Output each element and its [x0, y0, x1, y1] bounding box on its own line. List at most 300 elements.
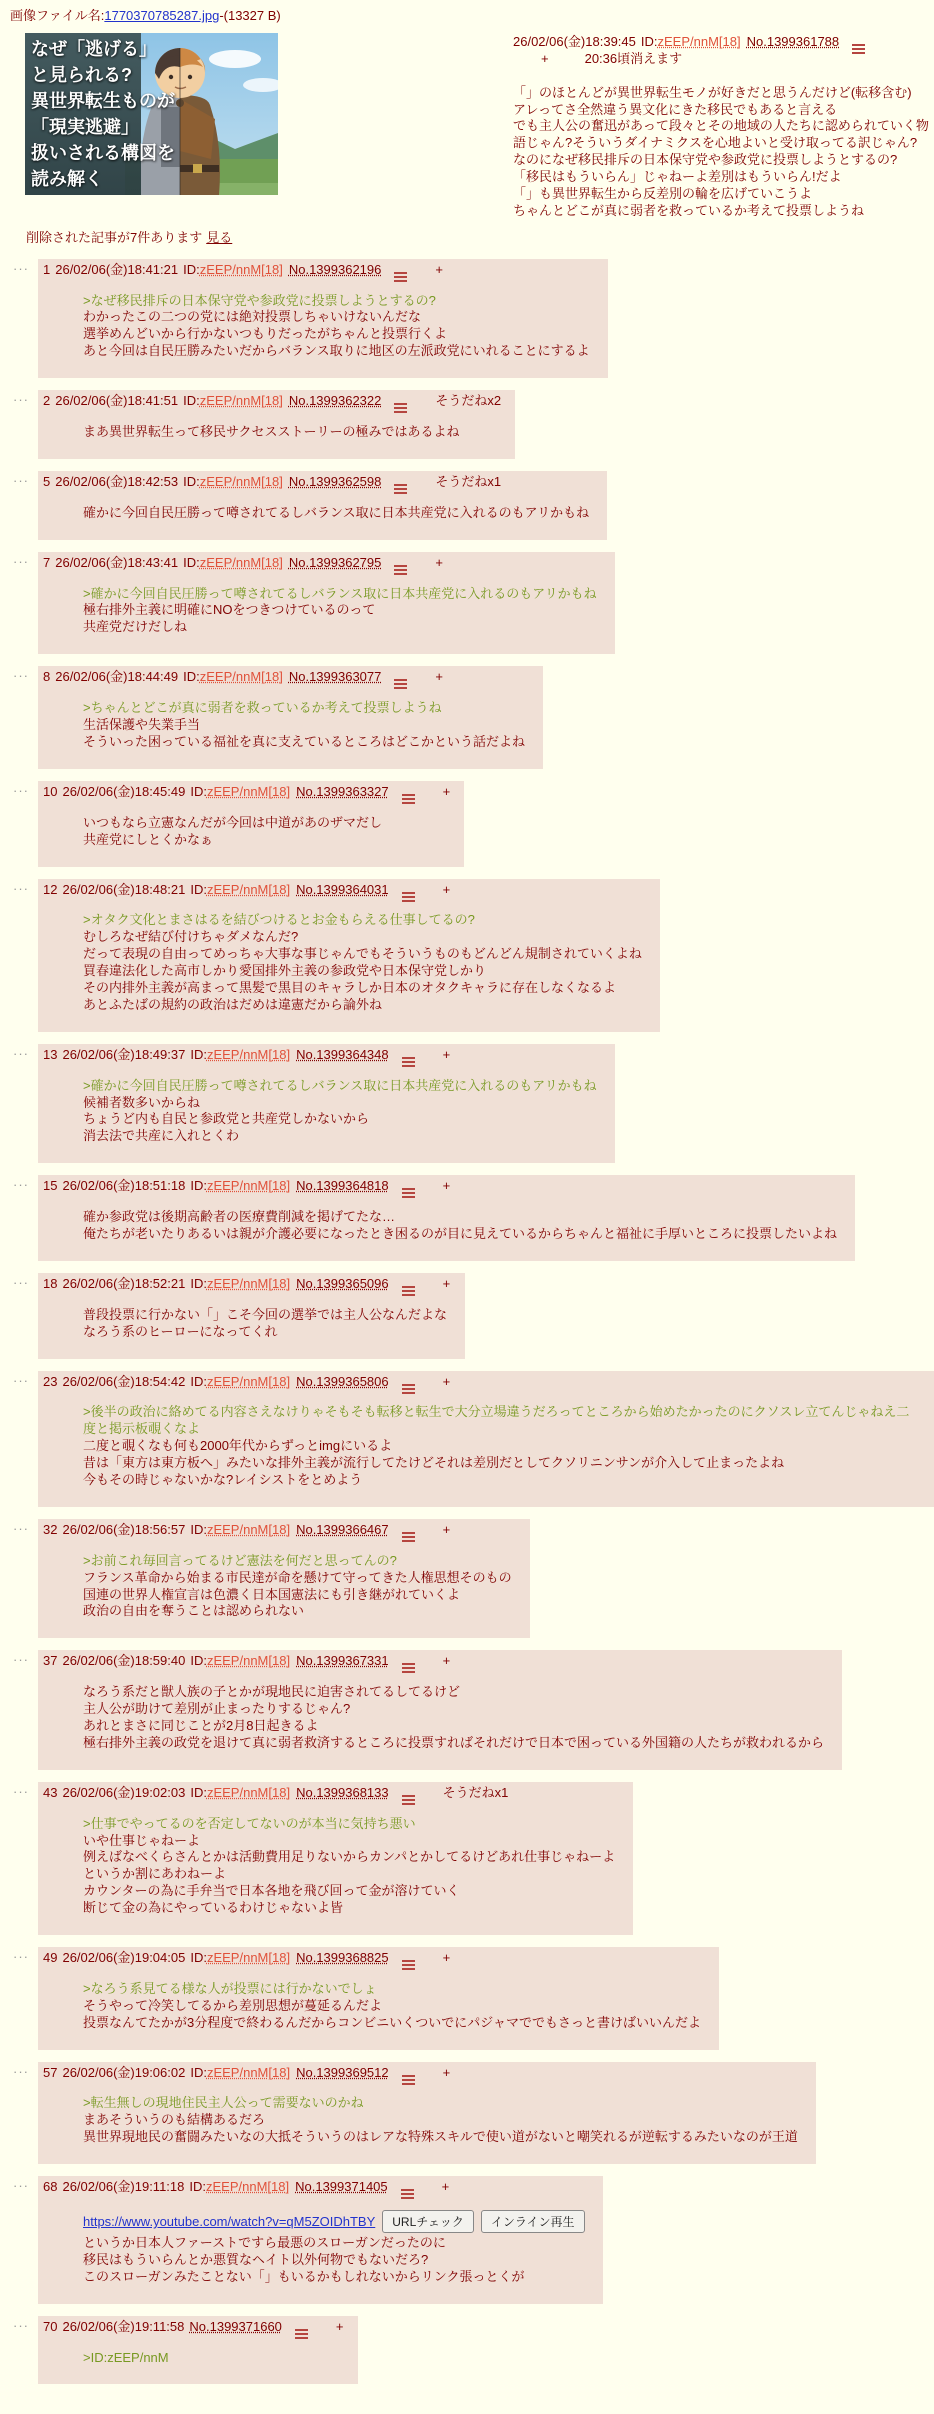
post-menu-dots[interactable]: ···	[13, 1949, 29, 1965]
reply-text-line: だって表現の自由ってめっちゃ大事な事じゃんでもそういうものもどんどん規制されていくよね	[83, 946, 642, 962]
reply-body	[83, 2095, 798, 2146]
reply-date: 26/02/06(金)18:54:42	[62, 1373, 186, 1389]
post-menu-dots[interactable]: ···	[13, 392, 29, 408]
reply-date: 26/02/06(金)19:02:03	[62, 1784, 186, 1800]
reply-header	[43, 2179, 589, 2196]
post-menu-icon[interactable]	[402, 1795, 415, 1797]
reply-row	[8, 1175, 934, 1261]
reply-id-link[interactable]: zEEP/nnM[18]	[206, 1046, 291, 1062]
reply-date: 26/02/06(金)19:11:58	[62, 2318, 185, 2334]
post-menu-icon[interactable]	[402, 2075, 415, 2077]
reply-body	[83, 1209, 837, 1243]
op-id-link[interactable]: zEEP/nnM[18]	[657, 33, 741, 49]
reply-text-line: あとふたばの規約の政治はだめは違憲だから論外ね	[83, 996, 383, 1012]
reply-date: 26/02/06(金)19:04:05	[62, 1950, 186, 1966]
post-menu-dots[interactable]: ···	[13, 472, 29, 488]
reply-date: 26/02/06(金)18:41:21	[55, 261, 179, 277]
op-body-line: 「」も異世界転生から反差別の輪を広げていこうよ	[513, 186, 813, 202]
reply-box	[38, 1371, 934, 1507]
reply-date: 26/02/06(金)18:42:53	[55, 473, 179, 489]
reply-date: 26/02/06(金)19:11:18	[62, 2179, 185, 2195]
reply-text-line: あれとまさに同じことが2月8日起きるよ	[83, 1718, 319, 1733]
reply-id-label: ID:	[190, 1653, 207, 1669]
reply-number: 37	[43, 1653, 58, 1669]
reply-number: 1	[43, 261, 51, 277]
thumbnail-caption-line: 異世界転生ものが	[31, 90, 175, 111]
reply-text-line: 共産党だけだしね	[83, 619, 188, 635]
reply-text-line: いや仕事じゃねーよ	[83, 1832, 201, 1848]
reply-id-link[interactable]: zEEP/nnM[18]	[206, 1521, 291, 1537]
post-menu-dots[interactable]: ···	[13, 2063, 29, 2079]
reply-id-link[interactable]: zEEP/nnM[18]	[199, 554, 283, 570]
post-menu-icon[interactable]	[394, 565, 407, 567]
reply-body	[83, 700, 525, 751]
reply-id-link[interactable]: zEEP/nnM[18]	[199, 261, 283, 277]
reply-date: 26/02/06(金)18:45:49	[62, 783, 186, 799]
reply-box	[38, 1947, 719, 2050]
reply-row	[8, 259, 934, 378]
reply-box	[38, 666, 543, 769]
reply-row	[8, 1371, 934, 1507]
reply-body	[83, 1553, 512, 1621]
reply-header	[43, 474, 593, 491]
reply-header	[43, 555, 601, 572]
reply-no-link[interactable]: No.1399365096	[296, 1275, 389, 1291]
thumbnail-caption-line: 「現実逃避」	[31, 116, 139, 137]
reply-row	[8, 552, 934, 655]
post-menu-icon[interactable]	[394, 679, 407, 681]
reply-number: 8	[43, 669, 51, 685]
reply-row	[8, 1947, 934, 2050]
reply-header	[43, 882, 646, 899]
reply-text-line: 極右排外主義の政党を退けて真に弱者救済するところに投票すればそれだけで日本で困っている外国籍の人たちが救われるから	[83, 1734, 825, 1750]
reply-header	[43, 1653, 828, 1670]
reply-row	[8, 1650, 934, 1769]
file-name-label: 画像ファイル名:	[10, 8, 105, 23]
op-body-line: ちゃんとどこが真に弱者を救っているか考えて投票しようね	[513, 202, 865, 218]
reply-text-line: 確か参政党は後期高齢者の医療費削減を掲げてたな…	[83, 1209, 396, 1225]
post-menu-dots[interactable]: ···	[13, 1783, 29, 1799]
reply-text-line: なろう系だと獣人族の子とかが現地民に迫害されてるしてるけど	[83, 1684, 461, 1700]
reply-box	[38, 2316, 358, 2385]
reply-text-line: 断じて金の為にやっているわけじゃないよ皆	[83, 1900, 344, 1916]
reply-date: 26/02/06(金)18:43:41	[55, 554, 179, 570]
reply-id-label: ID:	[190, 1521, 207, 1537]
reply-number: 10	[43, 783, 58, 799]
reply-body	[83, 2210, 585, 2286]
reply-box	[38, 1782, 633, 1935]
post-menu-icon[interactable]	[402, 1960, 415, 1962]
reply-box	[38, 2176, 603, 2304]
youtube-link[interactable]: https://www.youtube.com/watch?v=qM5ZOIDhTBY	[83, 2214, 376, 2230]
reply-text-line: 俺たちが老いたりあるいは親が介護必要になったとき困るのが目に見えているからちゃんと福祉に手厚いところに投票したいよね	[83, 1225, 838, 1241]
reply-row	[8, 781, 934, 867]
reply-id-link[interactable]: zEEP/nnM[18]	[206, 881, 291, 897]
reply-box	[38, 1273, 465, 1359]
op-body-line: なのになぜ移民排斥の日本保守党や参政党に投票しようとするの?	[513, 152, 898, 168]
post-menu-dots[interactable]: ···	[13, 2178, 29, 2194]
reply-no-link[interactable]: No.1399371405	[295, 2179, 388, 2195]
reply-row	[8, 879, 934, 1032]
reply-body	[83, 1307, 447, 1341]
reply-id-label: ID:	[189, 2179, 206, 2195]
op-body-line: 「」のほとんどが異世界転生モノが好きだと思うんだけど(転移含む)	[513, 84, 912, 100]
soudane-plus-button[interactable]: +	[541, 50, 549, 66]
reply-id-link[interactable]: zEEP/nnM[18]	[206, 2179, 290, 2195]
reply-text-line: 買春違法化した高市しかり愛国排外主義の参政党や日本保守党しかり	[83, 963, 487, 979]
reply-quote-line: >仕事でやってるのを否定してないのが本当に気持ち悪い	[83, 1815, 416, 1831]
reply-number: 57	[43, 2064, 58, 2080]
post-menu-icon[interactable]	[402, 794, 415, 796]
soudane-plus-button[interactable]: +	[442, 1521, 451, 1537]
op-body-line: アレってさ全然違う異文化にきた移民でもあると言える	[513, 101, 838, 117]
reply-body	[83, 1981, 701, 2032]
reply-box	[38, 781, 464, 867]
post-menu-icon[interactable]	[852, 44, 865, 46]
reply-text-line: 極右排外主義に明確にNOをつきつけているのって	[83, 602, 376, 618]
reply-number: 13	[43, 1046, 58, 1062]
reply-box	[38, 1044, 615, 1163]
reply-quote-line: >なろう系見てる様な人が投票には行かないでしょ	[83, 1980, 377, 1996]
reply-no-link[interactable]: No.1399363077	[288, 669, 382, 685]
reply-date: 26/02/06(金)18:56:57	[62, 1521, 186, 1537]
reply-quote-line: >ちゃんとどこが真に弱者を救っているか考えて投票しようね	[83, 700, 442, 716]
thread-thumbnail[interactable]	[25, 33, 278, 195]
reply-date: 26/02/06(金)18:49:37	[62, 1046, 186, 1062]
reply-no-link[interactable]: No.1399364348	[296, 1046, 389, 1062]
reply-id-link[interactable]: zEEP/nnM[18]	[206, 1178, 291, 1194]
reply-date: 26/02/06(金)18:52:21	[62, 1275, 186, 1291]
soudane-plus-button[interactable]: +	[442, 881, 451, 897]
reply-row	[8, 1273, 934, 1359]
reply-no-link[interactable]: No.1399362598	[288, 473, 382, 489]
reply-id-link[interactable]: zEEP/nnM[18]	[199, 473, 283, 489]
reply-id-link[interactable]: zEEP/nnM[18]	[206, 2064, 291, 2080]
reply-no-link[interactable]: No.1399364031	[296, 881, 389, 897]
post-menu-icon[interactable]	[394, 484, 407, 486]
thumbnail-caption-line: なぜ「逃げる」	[31, 38, 157, 59]
reply-header	[43, 262, 594, 279]
reply-body	[83, 1816, 615, 1917]
reply-text-line: そういった困っている福祉を真に支えているところはどこかという話だよね	[83, 733, 526, 749]
reply-id-label: ID:	[183, 554, 200, 570]
reply-text-line: 確かに今回自民圧勝って噂されてるしバランス取に日本共産党に入れるのもアリかもね	[83, 504, 590, 520]
soudane-plus-button[interactable]: +	[441, 2179, 450, 2195]
reply-number: 18	[43, 1275, 58, 1291]
reply-text-line: 普段投票に行かない「」こそ今回の選挙では主人公なんだよな	[83, 1306, 448, 1322]
reply-no-link[interactable]: No.1399371660	[189, 2318, 282, 2334]
reply-text-line: というか日本人ファーストですら最悪のスローガンだったのに	[83, 2235, 446, 2251]
op-date: 26/02/06(金)18:39:45	[513, 33, 636, 49]
soudane-plus-button[interactable]: +	[442, 1950, 451, 1966]
reply-text-line: 選挙めんどいから行かないつもりだったがちゃんと投票行くよ	[83, 326, 448, 342]
reply-number: 68	[43, 2179, 58, 2195]
reply-date: 26/02/06(金)18:44:49	[55, 669, 179, 685]
reply-id-link[interactable]: zEEP/nnM[18]	[206, 783, 291, 799]
reply-text-line: いつもなら立憲なんだが今回は中道があのザマだし	[83, 814, 383, 830]
reply-text-line: 政治の自由を奪うことは認められない	[83, 1603, 305, 1619]
reply-number: 15	[43, 1178, 58, 1194]
reply-no-link[interactable]: No.1399363327	[296, 783, 389, 799]
reply-no-link[interactable]: No.1399362196	[288, 261, 382, 277]
reply-header	[43, 2065, 802, 2082]
soudane-plus-button[interactable]: +	[442, 1275, 451, 1291]
reply-header	[43, 784, 450, 801]
reply-number: 70	[43, 2318, 58, 2334]
reply-body	[83, 424, 497, 441]
deleted-notice-text: 削除された記事が7件あります	[26, 229, 203, 245]
soudane-plus-button[interactable]: +	[435, 554, 443, 570]
soudane-count[interactable]: そうだねx1	[435, 473, 502, 489]
soudane-plus-button[interactable]: +	[442, 783, 451, 799]
reply-text-line: 消去法で共産に入れとくわ	[83, 1128, 240, 1144]
reply-row	[8, 471, 934, 540]
reply-row	[8, 2316, 934, 2385]
post-menu-dots[interactable]: ···	[13, 1177, 29, 1193]
url-check-button[interactable]: URLチェック	[382, 2210, 474, 2233]
soudane-plus-button[interactable]: +	[442, 1178, 451, 1194]
thumbnail-caption-line: 扱いされる構図を	[31, 142, 175, 163]
reply-id-link[interactable]: zEEP/nnM[18]	[199, 669, 283, 685]
reply-body	[83, 293, 590, 361]
reply-link-row	[83, 2210, 585, 2233]
expire-time: 20:36頃消えます	[584, 50, 683, 66]
reply-id-label: ID:	[183, 669, 200, 685]
reply-header	[43, 1785, 619, 1802]
post-menu-icon[interactable]	[402, 892, 415, 894]
reply-number: 12	[43, 881, 58, 897]
reply-no-link[interactable]: No.1399362795	[288, 554, 382, 570]
reply-header	[43, 1522, 516, 1539]
reply-row	[8, 390, 934, 459]
reply-text-line: 移民はもういらんとか悪質なヘイト以外何物でもないだろ?	[83, 2251, 429, 2267]
thumbnail-caption-line: 読み解く	[31, 168, 103, 189]
reply-quote-line: >お前これ毎回言ってるけど憲法を何だと思ってんの?	[83, 1552, 397, 1568]
reply-row	[8, 2176, 934, 2304]
reply-id-label: ID:	[183, 393, 200, 409]
reply-id-label: ID:	[190, 1275, 207, 1291]
reply-date: 26/02/06(金)18:41:51	[55, 393, 179, 409]
post-menu-icon[interactable]	[394, 272, 407, 274]
reply-id-label: ID:	[190, 1784, 207, 1800]
reply-number: 7	[43, 554, 51, 570]
post-menu-dots[interactable]: ···	[13, 2317, 29, 2333]
reply-no-link[interactable]: No.1399368133	[296, 1784, 389, 1800]
reply-id-label: ID:	[190, 1178, 207, 1194]
op-post	[8, 31, 934, 220]
reply-id-label: ID:	[183, 261, 200, 277]
reply-number: 43	[43, 1784, 58, 1800]
reply-text-line: わかったこの二つの党には絶対投票しちゃいけないんだな	[83, 309, 422, 325]
post-menu-dots[interactable]: ···	[13, 553, 29, 569]
reply-body	[83, 815, 446, 849]
reply-text-line: まあ異世界転生って移民サクセスストーリーの極みではあるよね	[83, 424, 460, 440]
deleted-notice	[26, 230, 934, 247]
reply-id-label: ID:	[183, 473, 200, 489]
reply-header	[43, 1178, 841, 1195]
reply-id-label: ID:	[190, 1950, 207, 1966]
reply-id-label: ID:	[190, 1046, 207, 1062]
reply-header	[43, 669, 529, 686]
op-body-line: でも主人公の奮迅があって段々とその地域の人たちに認められていく物語じゃん?そういうダイナミクスを心地よいと受け取ってる訳じゃん?	[513, 118, 929, 151]
reply-number: 32	[43, 1521, 58, 1537]
post-menu-icon[interactable]	[402, 1384, 415, 1386]
soudane-plus-button[interactable]: +	[335, 2318, 344, 2334]
thumbnail-caption-line: と見られる?	[31, 64, 132, 85]
reply-body	[83, 1404, 916, 1488]
reply-id-link[interactable]: zEEP/nnM[18]	[206, 1784, 291, 1800]
reply-box	[38, 1175, 855, 1261]
reply-text-line: 昔は「東方は東方板へ」みたいな排外主義が流行してたけどそれは差別だとしてクソリニンサンが介入して止まったよね	[83, 1455, 785, 1471]
reply-row	[8, 1782, 934, 1935]
thumbnail-caption	[31, 36, 175, 192]
reply-no-link[interactable]: No.1399369512	[296, 2064, 389, 2080]
deleted-show-link[interactable]: 見る	[206, 229, 233, 245]
soudane-plus-button[interactable]: +	[435, 261, 443, 277]
reply-id-label: ID:	[190, 881, 207, 897]
replies	[8, 259, 934, 2385]
reply-box	[38, 259, 608, 378]
reply-box	[38, 879, 660, 1032]
reply-box	[38, 1519, 530, 1638]
reply-quote-line: >なぜ移民排斥の日本保守党や参政党に投票しようとするの?	[83, 292, 436, 308]
reply-box	[38, 1650, 842, 1769]
reply-header	[43, 1950, 705, 1967]
post-menu-icon[interactable]	[401, 2189, 414, 2191]
op-id-label: ID:	[640, 33, 658, 49]
reply-date: 26/02/06(金)19:06:02	[62, 2064, 186, 2080]
reply-date: 26/02/06(金)18:51:18	[62, 1178, 186, 1194]
post-menu-icon[interactable]	[394, 403, 407, 405]
reply-id-link[interactable]: zEEP/nnM[18]	[206, 1275, 291, 1291]
reply-date: 26/02/06(金)18:59:40	[62, 1653, 186, 1669]
reply-text-line: フランス革命から始まる市民達が命を懸けて守ってきた人権思想そのもの	[83, 1569, 512, 1585]
post-menu-icon[interactable]	[402, 1286, 415, 1288]
reply-text-line: 国連の世界人権宣言は色濃く日本国憲法にも引き継がれていくよ	[83, 1586, 461, 1602]
reply-id-link[interactable]: zEEP/nnM[18]	[206, 1950, 291, 1966]
reply-box	[38, 390, 515, 459]
inline-play-button[interactable]: インライン再生	[481, 2210, 585, 2233]
reply-id-label: ID:	[190, 2064, 207, 2080]
reply-row	[8, 2062, 934, 2165]
reply-header	[43, 393, 501, 410]
post-menu-dots[interactable]: ···	[13, 1274, 29, 1290]
reply-number: 2	[43, 393, 51, 409]
soudane-plus-button[interactable]: +	[442, 1046, 451, 1062]
post-menu-dots[interactable]: ···	[13, 1372, 29, 1388]
reply-text-line: そうやって冷笑してるから差別思想が蔓延るんだよ	[83, 1997, 383, 2013]
reply-row	[8, 1044, 934, 1163]
reply-no-link[interactable]: No.1399365806	[296, 1373, 389, 1389]
post-menu-icon[interactable]	[295, 2329, 308, 2331]
reply-box	[38, 471, 607, 540]
reply-text-line: カウンターの為に手弁当で日本各地を飛び回って金が溶けていく	[83, 1883, 460, 1899]
soudane-plus-button[interactable]: +	[442, 2064, 451, 2080]
post-menu-icon[interactable]	[402, 1057, 415, 1059]
post-menu-dots[interactable]: ···	[13, 1652, 29, 1668]
reply-no-link[interactable]: No.1399364818	[296, 1178, 389, 1194]
reply-no-link[interactable]: No.1399366467	[296, 1521, 389, 1537]
reply-quote-line: >オタク文化とまさはるを結びつけるとお金もらえる仕事してるの?	[83, 912, 475, 928]
reply-text-line: あと今回は自民圧勝みたいだからバランス取りに地区の左派政党にいれることにするよ	[83, 343, 590, 359]
reply-quote-line: >確かに今回自民圧勝って噂されてるしバランス取に日本共産党に入れるのもアリかもね	[83, 585, 597, 601]
reply-no-link[interactable]: No.1399367331	[296, 1653, 389, 1669]
file-size: -(13327 B)	[219, 8, 281, 23]
soudane-count[interactable]: そうだねx2	[435, 393, 502, 409]
reply-text-line: 共産党にしとくかなぁ	[83, 831, 214, 847]
reply-text-line: 今もその時じゃないかな?レイシストをとめよう	[83, 1471, 363, 1487]
reply-body	[83, 1684, 824, 1752]
reply-header	[43, 1276, 451, 1293]
reply-box	[38, 2062, 816, 2165]
reply-number: 49	[43, 1950, 58, 1966]
reply-text-line: なろう系のヒーローになってくれ	[83, 1323, 278, 1339]
reply-header	[43, 1374, 920, 1391]
reply-row	[8, 666, 934, 769]
reply-header	[43, 2319, 344, 2336]
op-body	[513, 85, 934, 220]
post-menu-icon[interactable]	[402, 1532, 415, 1534]
reply-date: 26/02/06(金)18:48:21	[62, 881, 186, 897]
post-menu-dots[interactable]: ···	[13, 1045, 29, 1061]
reply-quote-line: >転生無しの現地住民主人公って需要ないのかね	[83, 2095, 364, 2111]
soudane-plus-button[interactable]: +	[442, 1653, 451, 1669]
reply-number: 23	[43, 1373, 58, 1389]
reply-id-link[interactable]: zEEP/nnM[18]	[206, 1653, 291, 1669]
reply-text-line: 投票なんてたかが3分程度で終わるんだからコンビニいくついでにパジャマででもさっと書けばいいんだよ	[83, 2014, 701, 2030]
reply-id-link[interactable]: zEEP/nnM[18]	[206, 1373, 291, 1389]
post-menu-icon[interactable]	[402, 1663, 415, 1665]
reply-text-line: 候補者数多いからね	[83, 1094, 201, 1110]
reply-text-line: 異世界現地民の奮闘みたいなの大抵そういうのはレアな特殊スキルで使い道がないと嘲笑れるが逆転するみたいなのが王道	[83, 2129, 798, 2145]
soudane-plus-button[interactable]: +	[435, 669, 443, 685]
post-menu-dots[interactable]: ···	[13, 1520, 29, 1536]
op-no-link[interactable]: No.1399361788	[746, 33, 840, 49]
reply-text-line: このスローガンみたことない「」もいるかもしれないからリンク張っとくが	[83, 2268, 525, 2284]
post-menu-dots[interactable]: ···	[13, 668, 29, 684]
reply-id-label: ID:	[190, 783, 207, 799]
soudane-plus-button[interactable]: +	[442, 1373, 451, 1389]
op-body-line: 「移民はもういらん」じゃねーよ差別はもういらん!だよ	[513, 169, 842, 185]
reply-text-line: むしろなぜ結び付けちゃダメなんだ?	[83, 929, 299, 945]
reply-number: 5	[43, 473, 51, 489]
op-header	[513, 34, 934, 68]
post-menu-dots[interactable]: ···	[13, 260, 29, 276]
reply-quote-line: >確かに今回自民圧勝って噂されてるしバランス取に日本共産党に入れるのもアリかもね	[83, 1077, 597, 1093]
reply-box	[38, 552, 615, 655]
post-menu-dots[interactable]: ···	[13, 782, 29, 798]
reply-no-link[interactable]: No.1399368825	[296, 1950, 389, 1966]
post-menu-icon[interactable]	[402, 1188, 415, 1190]
reply-no-link[interactable]: No.1399362322	[288, 393, 382, 409]
reply-text-line: 主人公が助けて差別が止まったりするじゃん?	[83, 1701, 351, 1717]
reply-text-line: その内排外主義が高まって黒髪で黒目のキャラしか日本のオタクキャラに存在しなくなるよ	[83, 979, 617, 995]
op-main	[513, 31, 934, 220]
soudane-count[interactable]: そうだねx1	[442, 1784, 509, 1800]
reply-text-line: 生活保護や失業手当	[83, 717, 201, 733]
reply-id-link[interactable]: zEEP/nnM[18]	[199, 393, 283, 409]
reply-text-line: 例えばなべくらさんとかは活動費用足りないからカンパとかしてるけどあれ仕事じゃねーよ	[83, 1849, 616, 1865]
reply-text-line: まあそういうのも結構あるだろ	[83, 2112, 266, 2128]
reply-text-line: というか割にあわねーよ	[83, 1866, 227, 1882]
post-menu-dots[interactable]: ···	[13, 880, 29, 896]
reply-body	[83, 1078, 597, 1146]
file-name-line	[10, 8, 934, 25]
reply-quote-line: >後半の政治に絡めてる内容さえなけりゃそもそも転移と転生で大分立場違うだろってところから始めたかったのにクソスレ立てんじゃねえ二度と掲示板覗くなよ	[83, 1404, 910, 1437]
reply-body	[83, 912, 642, 1013]
file-name-link[interactable]: 1770370785287.jpg	[104, 8, 220, 23]
reply-quote-line: >ID:zEEP/nnM	[83, 2349, 169, 2365]
